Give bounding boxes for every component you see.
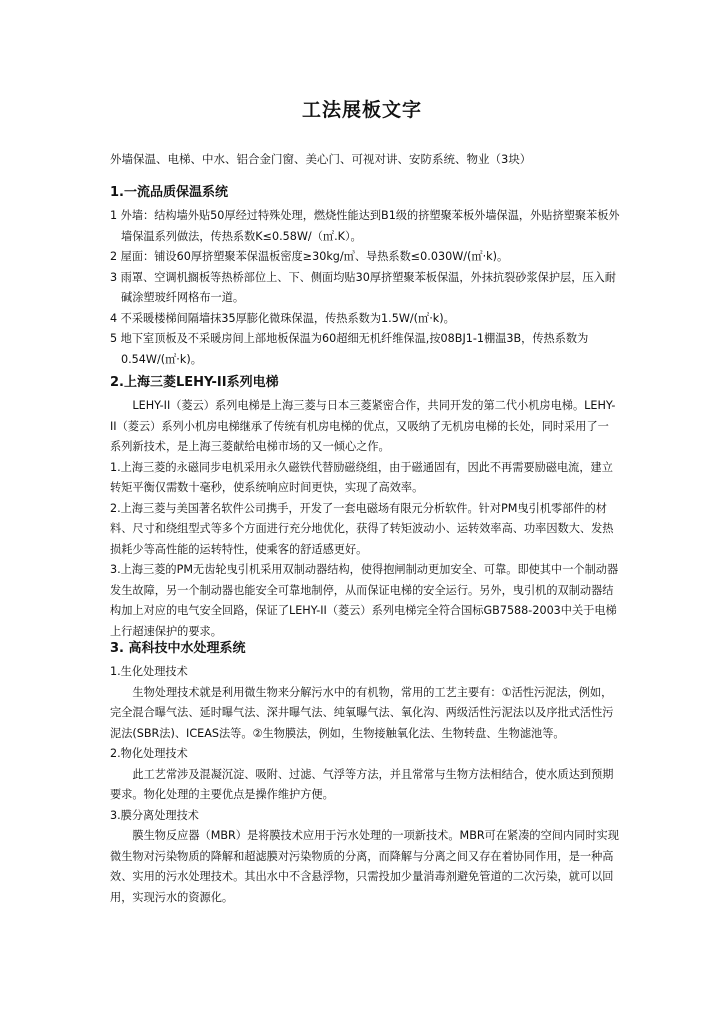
section-insulation <box>110 182 620 370</box>
section-heading: 3. 高科技中水处理系统 <box>110 641 246 656</box>
paragraph: 1.上海三菱的永磁同步电机采用永久磁铁代替励磁绕组，由于磁通固有，因此不再需要励磁电流，建立转矩平衡仅需数十毫秒，使系统响应时间更快，实现了高效率。 <box>110 460 613 494</box>
paragraph: 3.上海三菱的PM无齿轮曳引机采用双制动器结构，使得抱闸制动更加安全、可靠。即使其中一个制动器发生故障，另一个制动器也能安全可靠地制停，从而保证电梯的安全运行。另外，曳引机的双制动器结构加上对应的电气安全回路，保证了LEHY-II（菱云）系列电梯完全符合国标GB7588-2003中关于电梯上行超速保护的要求。 <box>110 563 619 638</box>
subsection-title: 2.物化处理技术 <box>110 747 188 760</box>
intro-line: 外墙保温、电梯、中水、铝合金门窗、美心门、可视对讲、安防系统、物业（3块） <box>110 152 532 166</box>
page-title: 工法展板文字 <box>301 99 422 121</box>
section-heading: 1.一流品质保温系统 <box>110 185 228 200</box>
section-water-treatment <box>110 638 620 908</box>
list-item: 4 不采暖楼梯间隔墙抹35厚膨化微珠保温，传热系数为1.5W/(㎡·k)。 <box>110 311 455 325</box>
paragraph: 2.上海三菱与美国著名软件公司携手，开发了一套电磁场有限元分析软件。针对PM曳引机零部件的材料、尺寸和绕组型式等多个方面进行充分地优化，获得了转矩波动小、运转效率高、功率因数大、发热损耗少等高性能的运转特性，使乘客的舒适感更好。 <box>110 501 614 556</box>
section-elevator <box>110 372 620 642</box>
paragraph: 此工艺常涉及混凝沉淀、吸附、过滤、气浮等方法，并且常常与生物方法相结合，使水质达到预期要求。物化处理的主要优点是操作维护方便。 <box>110 767 614 801</box>
subsection-title: 3.膜分离处理技术 <box>110 808 199 822</box>
section-heading: 2.上海三菱LEHY-II系列电梯 <box>110 375 279 390</box>
list-item: 1 外墙：结构墙外贴50厚经过特殊处理，燃烧性能达到B1级的挤塑聚苯板外墙保温，外贴挤塑聚苯板外墙保温系列做法，传热系数K≤0.58W/（㎡.K）。 <box>110 209 620 243</box>
list-item: 3 雨罩、空调机搁板等热桥部位上、下、侧面均贴30厚挤塑聚苯板保温，外抹抗裂砂浆保护层，压入耐碱涂塑玻纤网格布一道。 <box>110 270 616 304</box>
paragraph: 生物处理技术就是利用微生物来分解污水中的有机物，常用的工艺主要有：①活性污泥法，例如，完全混合曝气法、延时曝气法、深井曝气法、纯氧曝气法、氧化沟、两级活性污泥法以及序批式活性污泥法(SBR法)、ICEAS法等。②生物膜法，例如，生物接触氧化法、生物转盘、生物滤池等。 <box>110 685 614 740</box>
paragraph: LEHY-II（菱云）系列电梯是上海三菱与日本三菱紧密合作，共同开发的第二代小机房电梯。LEHY-II（菱云）系列小机房电梯继承了传统有机房电梯的优点，又吸纳了无机房电梯的长处，同时采用了一系列新技术，是上海三菱献给电梯市场的又一倾心之作。 <box>110 399 616 453</box>
list-item: 5 地下室顶板及不采暖房间上部地板保温为60超细无机纤维保温,按08BJ1-1棚温3B，传热系数为0.54W/(㎡·k)。 <box>110 332 589 366</box>
subsection-title: 1.生化处理技术 <box>110 665 188 678</box>
paragraph: 膜生物反应器（MBR）是将膜技术应用于污水处理的一项新技术。MBR可在紧凑的空间内同时实现微生物对污染物质的降解和超滤膜对污染物质的分离，而降解与分离之间又存在着协同作用，是一种高效、实用的污水处理技术。其出水中不含悬浮物，只需投加少量消毒剂避免管道的二次污染，就可以回用，实现污水的资源化。 <box>110 829 619 904</box>
list-item: 2 屋面：铺设60厚挤塑聚苯保温板密度≥30kg/㎥、导热系数≤0.030W/(㎡·k)。 <box>110 250 509 263</box>
